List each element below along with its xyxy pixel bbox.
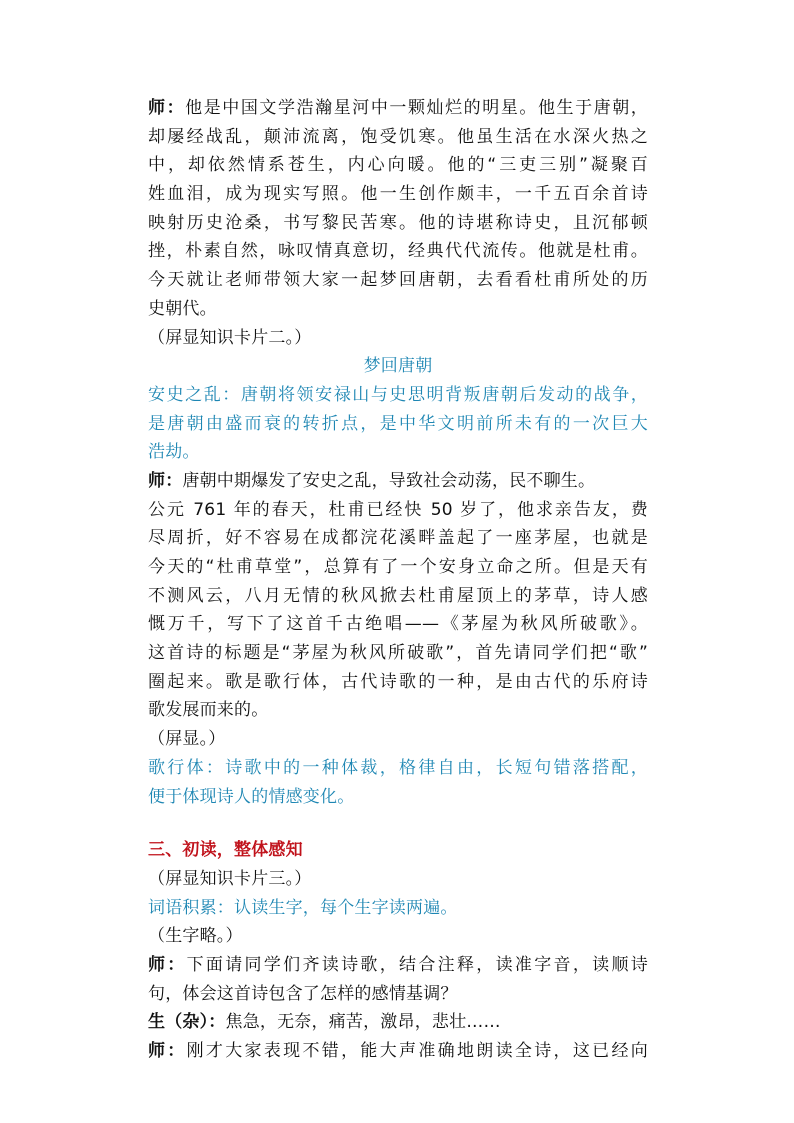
paragraph-line: 公元 761 年的春天，杜甫已经快 50 岁了，他求亲告友，费 [148,499,648,520]
paragraph-text: 下面请同学们齐读诗歌，结合注释，读准字音，读顺诗 [186,954,648,975]
paragraph-line: 慨万千，写下了这首千古绝唱——《茅屋为秋风所破歌》。 [148,614,648,635]
paragraph-line [148,1008,648,1037]
card-title: 梦回唐朝 [363,356,433,377]
paragraph-text: 刚才大家表现不错，能大声准确地朗读全诗，这已经向 [186,1041,648,1061]
paragraph-line: 这首诗的标题是“茅屋为秋风所破歌”，首先请同学们把“歌” [148,643,648,664]
spacer [148,811,648,836]
paragraph-line: 挫，朴素自然，咏叹情真意切，经典代代流传。他就是杜甫。 [148,241,648,262]
paragraph-line [148,467,648,496]
paragraph-line: 中，却依然情系苍生，内心向暖。他的“三吏三别”凝聚百 [148,155,648,176]
card-line: 浩劫。 [148,442,200,463]
speaker-label: 师： [148,470,183,491]
paragraph-line: 史朝代。 [148,298,217,319]
card-line: 是唐朝由盛而衰的转折点，是中华文明前所未有的一次巨大 [148,413,648,434]
paragraph-line: 圈起来。歌是歌行体，古代诗歌的一种，是由古代的乐府诗 [148,671,648,692]
speaker-label: 师： [148,954,187,975]
paragraph-line [148,951,648,980]
card-line: 词语积累：认读生字，每个生字读两遍。 [148,897,458,918]
paragraph-text: 焦急，无奈，痛苦，激昂，悲壮…… [225,1012,501,1033]
paragraph-line: 不测风云，八月无情的秋风掀去杜甫屋顶上的茅草，诗人感 [148,585,648,606]
paragraph-line: 今天的“杜甫草堂”，总算有了一个安身立命之所。但是天有 [148,557,648,577]
paragraph-line: 姓血泪，成为现实写照。他一生创作颇丰，一千五百余首诗 [148,184,648,205]
stage-note: （屏显知识卡片二。） [148,327,312,348]
speaker-label: 师： [148,1041,187,1061]
card-line: 便于体现诗人的情感变化。 [148,786,355,807]
section-heading: 三、初读，整体感知 [148,840,303,861]
paragraph-line: 却屡经战乱，颠沛流离，饱受饥寒。他虽生活在水深火热之 [148,126,648,147]
paragraph-line: 今天就让老师带领大家一起梦回唐朝，去看看杜甫所处的历 [148,270,648,291]
paragraph-line: 歌发展而来的。 [148,700,269,721]
paragraph-line [148,1037,648,1066]
paragraph-text: 他是中国文学浩瀚星河中一颗灿烂的明星。他生于唐朝， [185,98,648,118]
stage-note: （屏显知识卡片三。） [148,868,312,889]
paragraph-line: 映射历史沧桑，书写黎民苦寒。他的诗堪称诗史，且沉郁顿 [148,212,648,233]
paragraph-line [148,94,648,123]
card-line: 安史之乱：唐朝将领安禄山与史思明背叛唐朝后发动的战争， [148,384,648,405]
paragraph-line: 句，体会这首诗包含了怎样的感情基调？ [148,983,458,1004]
document-page [148,94,648,1066]
stage-note: （生字略。） [148,926,243,947]
speaker-label: 师： [148,98,186,118]
card-line: 歌行体：诗歌中的一种体裁，格律自由，长短句错落搭配， [148,757,648,778]
paragraph-line: 尽周折，好不容易在成都浣花溪畔盖起了一座茅屋，也就是 [148,528,648,549]
paragraph-text: 唐朝中期爆发了安史之乱，导致社会动荡，民不聊生。 [182,470,596,491]
stage-note: （屏显。） [148,729,226,750]
speaker-label: 生（杂）： [148,1012,226,1033]
